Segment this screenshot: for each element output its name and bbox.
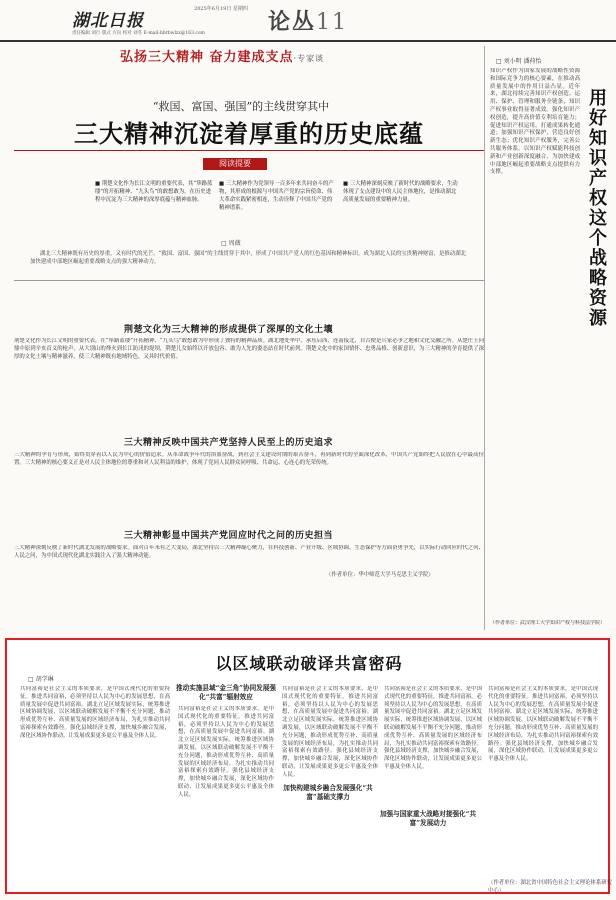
bottom-byline: □ 胡学琳 (28, 676, 54, 683)
bottom-text-col-2: 共同富裕是社会主义的本质要求，是中国式现代化的重要特征。推进共同富裕，必须坚持以人民为中心的发展思想，在高质量发展中促进共同富裕。湖北立足区域发展实际，统筹推进区域协调发展，以区域联动破解发展不平衡不充分问题，推动形成优势互补、高质量发展的区域经济布局，为扎实推动共同富裕探索有效路径。强化县域经济支撑，加快城乡融合发展，深化区域协作联动，让发展成果更多更公平惠及全体人民。 (178, 706, 274, 798)
right-headline: 用好知识产权这个战略资源 (586, 88, 607, 328)
section-text-1: 荆楚文化作为长江文明的重要代表，在“筚路蓝缕”开拓精神、“九头鸟”敢想敢为中形成了独特的精神品质。湖北地处华中，承东启西、连南接北，自古便是兵家必争之地和文化交融之所。从楚庄王问鼎中原到辛亥首义的枪声，从大别山的烽火到长江防汛的堤坝，荆楚儿女始终以开放包容、敢为人先的姿态站在时代前列。荆楚文化中的家国情怀、忠勇品格、创新意识，为三大精神的孕育提供了深厚的文化土壤与精神滋养，使三大精神既有地域特色，又具时代价值。 (14, 338, 484, 360)
bottom-headline: 以区域联动破译共富密码 (215, 654, 403, 673)
issue-date: 2025年6月19日 星期四 (194, 6, 248, 12)
bottom-subhead-1: 推动实施县域“金三角”协同发展强化“共富”辐射效应 (176, 684, 276, 701)
summary-box-3: ■ 三大精神深刻反映了新时代的战略要求，生动体现了支点建设中的人民主体地位，是推动湖北高质量发展的重要精神力量。 (343, 181, 458, 203)
right-article-text: 知识产权作为国家发展的战略性资源和国际竞争力的核心要素，在推动高质量发展中的作用日益凸显。近年来，湖北持续完善知识产权创造、运用、保护、管理和服务全链条，知识产权事业取得显著成效。强化知识产权创造，提升高价值专利培育能力；促进知识产权运用，打通成果转化通道；加强知识产权保护，营造良好创新生态；优化知识产权服务，完善公共服务体系。以知识产权赋能科技创新和产业创新深度融合，为加快建成中部地区崛起重要战略支点提供有力支撑。 (490, 68, 580, 176)
bottom-text-col-1: 共同富裕是社会主义的本质要求，是中国式现代化的重要特征。推进共同富裕，必须坚持以人民为中心的发展思想，在高质量发展中促进共同富裕。湖北立足区域发展实际，统筹推进区域协调发展，以区域联动破解发展不平衡不充分问题，推动形成优势互补、高质量发展的区域经济布局，为扎实推动共同富裕探索有效路径。强化县域经济支撑，加快城乡融合发展，深化区域协作联动，让发展成果更多更公平惠及全体人民。 (20, 686, 170, 739)
bottom-text-col-4: 共同富裕是社会主义的本质要求，是中国式现代化的重要特征。推进共同富裕，必须坚持以人民为中心的发展思想，在高质量发展中促进共同富裕。湖北立足区域发展实际，统筹推进区域协调发展，以区域联动破解发展不平衡不充分问题，推动形成优势互补、高质量发展的区域经济布局，为扎实推动共同富裕探索有效路径。强化县域经济支撑，加快城乡融合发展，深化区域协作联动，让发展成果更多更公平惠及全体人民。 (384, 686, 482, 770)
section-heading-1: 荆楚文化为三大精神的形成提供了深厚的文化土壤 (124, 325, 334, 335)
theme-banner (120, 46, 324, 65)
page-number: 11 (316, 10, 349, 35)
reading-summary-label: 阅读提要 (203, 158, 267, 170)
section-name: 论丛 (268, 9, 317, 35)
banner-tag: ·专家谈 (293, 54, 325, 63)
lead-subtitle: “救国、富国、强国”的主线贯穿其中 (152, 100, 330, 113)
banner-text: 弘扬三大精神 奋力建成支点 (120, 50, 294, 65)
bottom-text-col-3: 共同富裕是社会主义的本质要求，是中国式现代化的重要特征。推进共同富裕，必须坚持以人民为中心的发展思想，在高质量发展中促进共同富裕。湖北立足区域发展实际，统筹推进区域协调发展，以区域联动破解发展不平衡不充分问题，推动形成优势互补、高质量发展的区域经济布局，为扎实推动共同富裕探索有效路径。强化县域经济支撑，加快城乡融合发展，深化区域协作联动，让发展成果更多更公平惠及全体人民。 (282, 686, 378, 778)
masthead (0, 0, 616, 42)
lead-paragraph: 湖北三大精神既有历史的厚重，又有时代的光芒。“救国、富国、强国”的主线贯穿于其中，形成了中国共产党人的红色基因和精神标识，成为湖北人民的宝贵精神财富，是推动湖北加快建成中部地区崛起重要战略支点的强大精神动力。 (30, 251, 466, 265)
lead-headline: 三大精神沉淀着厚重的历史底蕴 (74, 119, 424, 148)
summary-boxes (95, 180, 461, 232)
section-heading-3: 三大精神彰显中国共产党回应时代之问的历史担当 (124, 531, 334, 541)
section-text-2: 三大精神的孕育与形成，始终贯穿着以人民为中心的价值追求。从革命战争年代的浴血奋战，到社会主义建设时期的艰苦奋斗，再到新时代的全面深化改革，中国共产党始终把人民放在心中最高位置。三大精神的核心要义正是对人民主体地位的尊重和对人民利益的维护，体现了党同人民群众同呼吸、共命运、心连心的光荣传统。 (14, 452, 484, 466)
bottom-endnote: （作者单位：湖北省中国特色社会主义理论体系研究中心） (488, 880, 612, 894)
masthead-meta: 责任编辑 刘行 版式 方向 校对 刘冬 E-mail:hbrbwlzx@163.com (72, 31, 205, 36)
section-heading-2: 三大精神反映中国共产党坚持人民至上的历史追求 (124, 438, 334, 448)
bottom-subhead-3: 加强与国家重大战略对接强化“共富”发展动力 (379, 810, 477, 827)
summary-box-2: ■ 三大精神作为党领导一百多年来共同奋斗的产物，其形成的根源与中国共产党的宗旨使命、伟大革命实践紧密相连，生动诠释了中国共产党的精神谱系。 (219, 181, 334, 211)
section-title (268, 5, 348, 36)
lead-endnote: （作者单位：华中师范大学马克思主义学院） (326, 572, 434, 578)
lead-byline: □ 周薇 (221, 240, 241, 247)
column-divider (484, 46, 485, 630)
bottom-subhead-2: 加快构建城乡融合发展强化“共富”基础支撑力 (283, 784, 373, 801)
divider (14, 280, 484, 281)
summary-box-1: ■ 荆楚文化作为长江文明的重要代表，其“筚路蓝缕”的开拓精神、“九头鸟”的敢想敢为，在历史进程中沉淀为三大精神的深厚底蕴与精神血脉。 (95, 181, 213, 203)
newspaper-logo: 湖北日报 (72, 11, 144, 31)
headline-rule (14, 150, 484, 151)
right-byline: □ 刘小明 潘荷怡 (496, 58, 542, 65)
section-text-3: 三大精神深刻反映了新时代湖北发展的战略要求。面对百年未有之大变局，湖北坚持以三大精神凝心聚力，在科技创新、产业升级、区域协调、生态保护等方面奋勇争先，以实际行动回应时代之问、人民之问，为中国式现代化湖北实践注入了强大精神动能。 (14, 545, 484, 559)
right-endnote: （作者单位：武汉理工大学知识产权与科技法学院） (490, 620, 606, 626)
bottom-text-col-5: 共同富裕是社会主义的本质要求，是中国式现代化的重要特征。推进共同富裕，必须坚持以人民为中心的发展思想，在高质量发展中促进共同富裕。湖北立足区域发展实际，统筹推进区域协调发展，以区域联动破解发展不平衡不充分问题，推动形成优势互补、高质量发展的区域经济布局，为扎实推动共同富裕探索有效路径。强化县域经济支撑，加快城乡融合发展，深化区域协作联动，让发展成果更多更公平惠及全体人民。 (488, 686, 598, 763)
